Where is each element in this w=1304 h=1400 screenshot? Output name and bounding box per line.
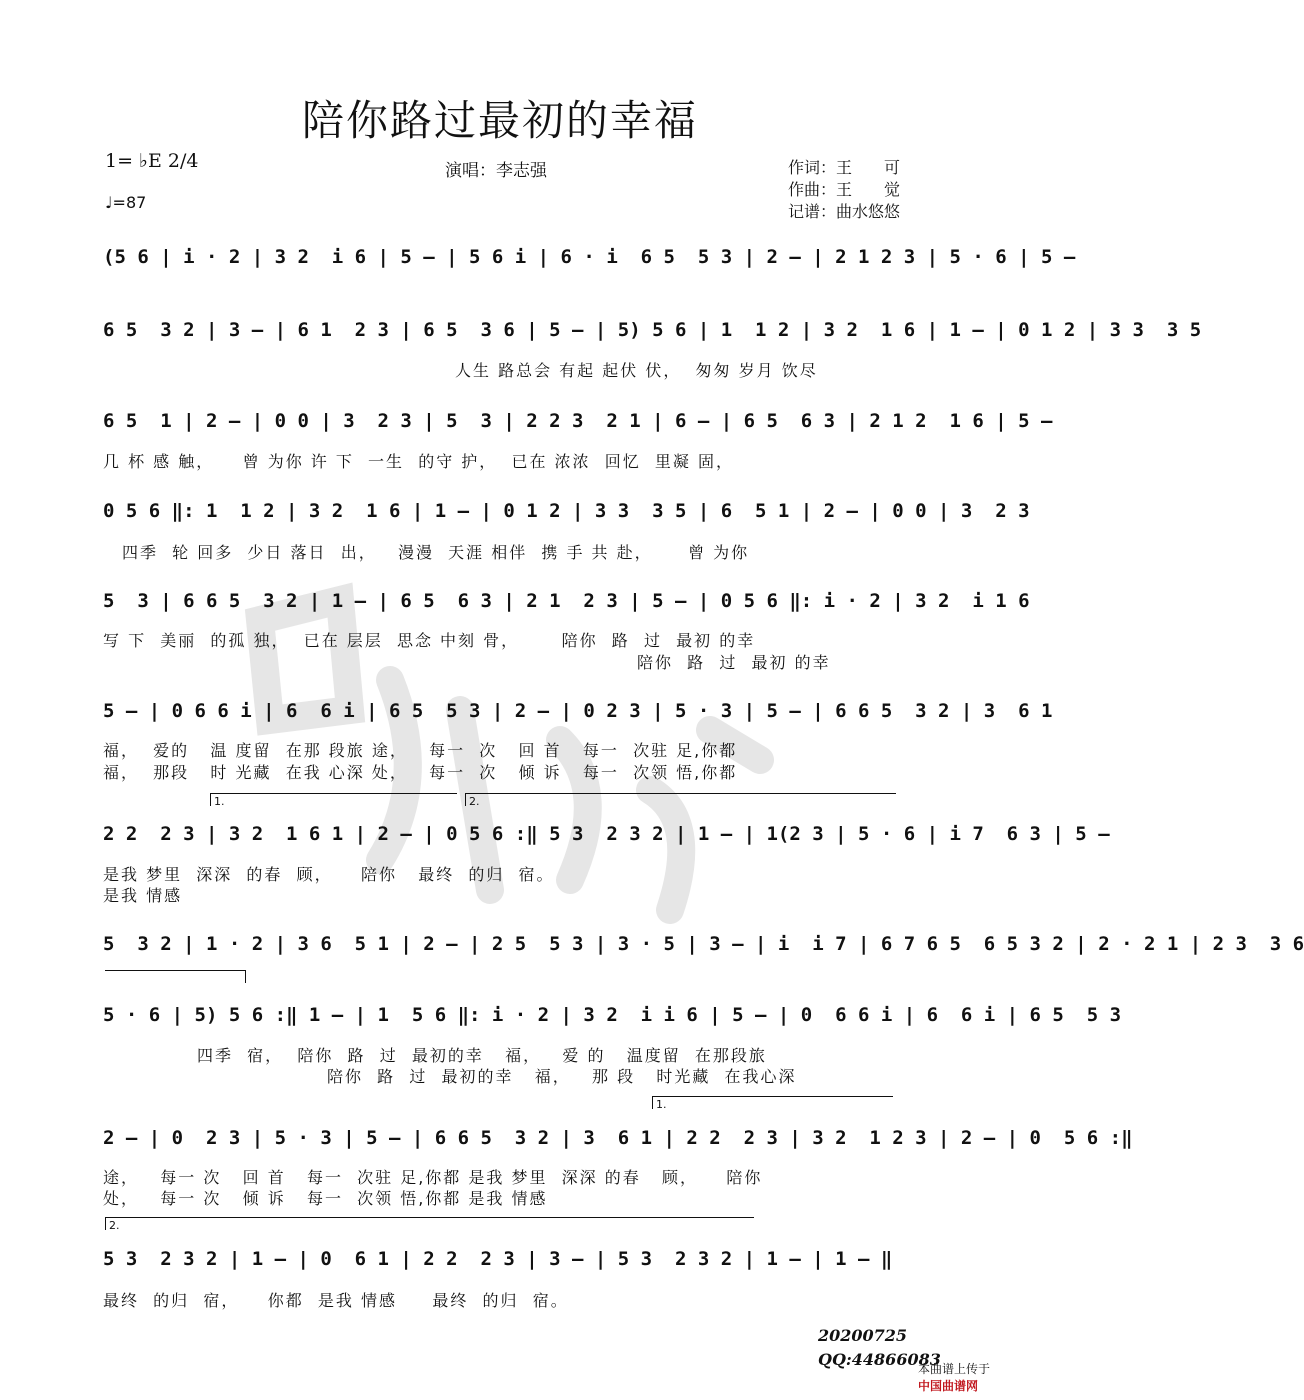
- volta-label-5: 2.: [109, 1219, 120, 1232]
- tempo-marking: ♩=87: [105, 193, 147, 212]
- music-system-5: 5 3 | 6 6 5 3 2 | 1 – | 6 5 6 3 | 2 1 2 3 | 5 – | 0 5 6 ‖: i · 2 | 3 2 i 1 6: [103, 590, 1030, 612]
- lyrics-line-5-1: 写 下 美丽 的孤 独， 已在 层层 思念 中刻 骨， 陪你 路 过 最初 的幸: [103, 631, 756, 650]
- lyrics-line-10-2: 处， 每一 次 倾 诉 每一 次领 悟,你都 是我 情感: [103, 1189, 548, 1208]
- lyrics-line-5-2: 陪你 路 过 最初 的幸: [637, 653, 831, 672]
- volta-label-4: 1.: [656, 1098, 667, 1111]
- transcriber-credit: 记谱：曲水悠悠: [787, 202, 900, 221]
- music-system-3: 6 5 1 | 2 – | 0 0 | 3 2 3 | 5 3 | 2 2 3 2 1 | 6 – | 6 5 6 3 | 2 1 2 1 6 | 5 –: [103, 410, 1053, 432]
- site-credit-prefix: 本曲谱上传于: [917, 1362, 990, 1376]
- lyrics-line-3-1: 几 杯 感 触， 曾 为你 许 下 一生 的守 护， 已在 浓浓 回忆 里凝 固，: [103, 452, 734, 471]
- transcription-date: 20200725: [818, 1326, 908, 1345]
- music-system-6: 5 – | 0 6 6 i | 6 6 i | 6 5 5 3 | 2 – | 0 2 3 | 5 · 3 | 5 – | 6 6 5 3 2 | 3 6 1: [103, 700, 1053, 722]
- volta-bracket-5: [105, 1217, 754, 1230]
- music-system-11: 5 3 2 3 2 | 1 – | 0 6 1 | 2 2 2 3 | 3 – | 5 3 2 3 2 | 1 – | 1 – ‖: [103, 1248, 893, 1270]
- lyrics-line-10-1: 途， 每一 次 回 首 每一 次驻 足,你都 是我 梦里 深深 的春 顾， 陪你: [103, 1168, 763, 1187]
- music-system-10: 2 – | 0 2 3 | 5 · 3 | 5 – | 6 6 5 3 2 | 3 6 1 | 2 2 2 3 | 3 2 1 2 3 | 2 – | 0 5 6 :‖: [103, 1127, 1133, 1149]
- music-system-9: 5 · 6 | 5) 5 6 :‖ 1 – | 1 5 6 ‖: i · 2 | 3 2 i i 6 | 5 – | 0 6 6 i | 6 6 i | 6 5 5 3: [103, 1004, 1122, 1026]
- lyrics-line-9-1: 四季 宿， 陪你 路 过 最初的幸 福， 爱 的 温度留 在那段旅: [197, 1046, 767, 1065]
- music-system-1: (5 6 | i · 2 | 3 2 i 6 | 5 – | 5 6 i | 6 · i 6 5 5 3 | 2 – | 2 1 2 3 | 5 · 6 | 5 –: [103, 246, 1076, 268]
- lyrics-line-9-2: 陪你 路 过 最初的幸 福， 那 段 时光藏 在我心深: [327, 1067, 797, 1086]
- lyrics-line-2-1: 人生 路总会 有起 起伏 伏， 匆匆 岁月 饮尽: [455, 361, 818, 380]
- volta-bracket-1: [210, 793, 457, 806]
- music-system-4: 0 5 6 ‖: 1 1 2 | 3 2 1 6 | 1 – | 0 1 2 | 3 3 3 5 | 6 5 1 | 2 – | 0 0 | 3 2 3: [103, 500, 1030, 522]
- lyrics-line-6-2: 福， 那段 时 光藏 在我 心深 处， 每一 次 倾 诉 每一 次领 悟,你都: [103, 763, 738, 782]
- volta-label-2: 2.: [469, 795, 480, 808]
- transcriber-qq: QQ:44866083: [818, 1350, 941, 1369]
- site-credit-name[interactable]: 中国曲谱网: [917, 1379, 978, 1393]
- music-system-2: 6 5 3 2 | 3 – | 6 1 2 3 | 6 5 3 6 | 5 – | 5) 5 6 | 1 1 2 | 3 2 1 6 | 1 – | 0 1 2 | 3 3 3 5: [103, 319, 1202, 341]
- lyricist-credit: 作词：王 可: [787, 158, 900, 177]
- volta-bracket-3: [105, 970, 246, 983]
- lyrics-line-11-1: 最终 的归 宿， 你都 是我 情感 最终 的归 宿。: [103, 1291, 569, 1310]
- lyrics-line-7-2: 是我 情感: [103, 886, 183, 905]
- key-signature: 1= ♭E 2/4: [105, 150, 199, 172]
- volta-label-1: 1.: [214, 795, 225, 808]
- composer-credit: 作曲：王 觉: [787, 180, 900, 199]
- lyrics-line-4-1: 四季 轮 回多 少日 落日 出， 漫漫 天涯 相伴 携 手 共 赴， 曾 为你: [122, 543, 750, 562]
- site-credit: [910, 1346, 990, 1394]
- page-title: 陪你路过最初的幸福: [301, 96, 698, 145]
- volta-bracket-2: [465, 793, 896, 806]
- lyrics-line-7-1: 是我 梦里 深深 的春 顾， 陪你 最终 的归 宿。: [103, 865, 555, 884]
- singer-credit: 演唱：李志强: [445, 161, 547, 181]
- music-system-8: 5 3 2 | 1 · 2 | 3 6 5 1 | 2 – | 2 5 5 3 | 3 · 5 | 3 – | i i 7 | 6 7 6 5 6 5 3 2 | 2 · 2 1 | 2 3 3 6: [103, 933, 1304, 955]
- music-system-7: 2 2 2 3 | 3 2 1 6 1 | 2 – | 0 5 6 :‖ 5 3 2 3 2 | 1 – | 1(2 3 | 5 · 6 | i 7 6 3 | 5 –: [103, 823, 1110, 845]
- volta-bracket-4: [652, 1096, 893, 1109]
- lyrics-line-6-1: 福， 爱的 温 度留 在那 段旅 途， 每一 次 回 首 每一 次驻 足,你都: [103, 741, 738, 760]
